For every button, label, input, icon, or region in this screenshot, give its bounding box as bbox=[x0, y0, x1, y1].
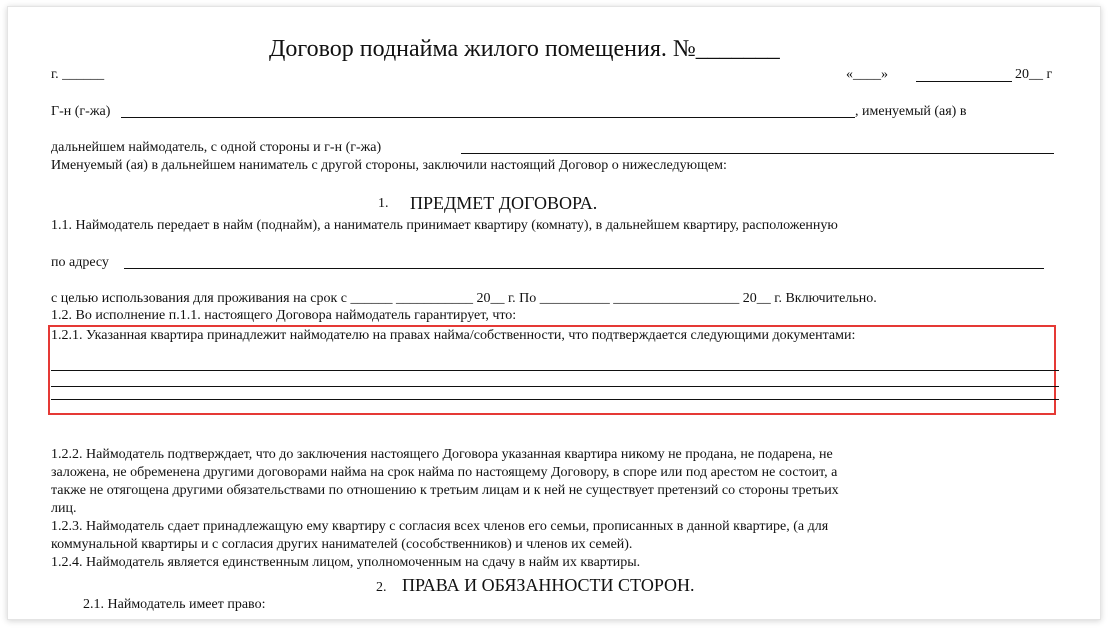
section2-number: 2. bbox=[376, 580, 387, 595]
city-field: г. ______ bbox=[51, 67, 105, 82]
clause-1-2-2-line4: лиц. bbox=[51, 501, 77, 516]
documents-line-3 bbox=[51, 399, 1059, 400]
clause-1-2-2-line1: 1.2.2. Наймодатель подтверждает, что до заключения настоящего Договора указанная квартира никому не продана, не подарена, не bbox=[51, 447, 833, 462]
documents-line-1 bbox=[51, 370, 1059, 371]
section1-title: ПРЕДМЕТ ДОГОВОРА. bbox=[410, 193, 598, 213]
contract-title: Договор поднайма жилого помещения. №_______ bbox=[269, 36, 780, 62]
date-month-line bbox=[916, 81, 1012, 82]
section2-title: ПРАВА И ОБЯЗАННОСТИ СТОРОН. bbox=[402, 575, 695, 595]
person1-suffix: , именуемый (ая) в bbox=[855, 104, 967, 119]
landlord-line-text: дальнейшем наймодатель, с одной стороны и г-н (г-жа) bbox=[51, 140, 382, 155]
clause-1-2-2-line3: также не отягощена другими обязательствами по отношению к третьим лицам и к ней не существует претензий со стороны третьих bbox=[51, 483, 839, 498]
date-day-field: «____» bbox=[846, 67, 888, 82]
clause-1-2-1: 1.2.1. Указанная квартира принадлежит наймодателю на правах найма/собственности, что подтверждается следующими документами: bbox=[51, 328, 856, 343]
clause-1-2-3-line1: 1.2.3. Наймодатель сдает принадлежащую ему квартиру с согласия всех членов его семьи, прописанных в данной квартире, (а для bbox=[51, 519, 829, 534]
clause-1-2-4: 1.2.4. Наймодатель является единственным лицом, уполномоченным на сдачу в найм их квартиры. bbox=[51, 555, 641, 570]
document-page bbox=[7, 6, 1101, 620]
person2-line bbox=[461, 153, 1054, 154]
clause-2-1: 2.1. Наймодатель имеет право: bbox=[83, 597, 266, 612]
clause-1-2: 1.2. Во исполнение п.1.1. настоящего Договора наймодатель гарантирует, что: bbox=[51, 308, 517, 323]
tenant-intro-text: Именуемый (ая) в дальнейшем наниматель с другой стороны, заключили настоящий Договор о нижеследующем: bbox=[51, 158, 727, 173]
address-label: по адресу bbox=[51, 255, 109, 270]
clause-1-2-3-line2: коммунальной квартиры и с согласия других нанимателей (сособственников) и членов их семей). bbox=[51, 537, 633, 552]
person1-label: Г-н (г-жа) bbox=[51, 104, 111, 119]
clause-1-1: 1.1. Наймодатель передает в найм (поднайм), а наниматель принимает квартиру (комнату), в дальнейшем квартиру, расположенную bbox=[51, 218, 838, 233]
person1-line bbox=[121, 117, 855, 118]
section1-number: 1. bbox=[378, 196, 389, 211]
date-year-field: 20__ г bbox=[1015, 67, 1053, 82]
clause-1-2-2-line2: заложена, не обременена другими договорами найма на срок найма по настоящему Договору, в споре или под арестом не состоит, а bbox=[51, 465, 838, 480]
documents-line-2 bbox=[51, 386, 1059, 387]
term-line: с целью использования для проживания на срок с ______ ___________ 20__ г. По __________ __________________ 20__ г. Включительно. bbox=[51, 291, 877, 306]
address-line bbox=[124, 268, 1044, 269]
